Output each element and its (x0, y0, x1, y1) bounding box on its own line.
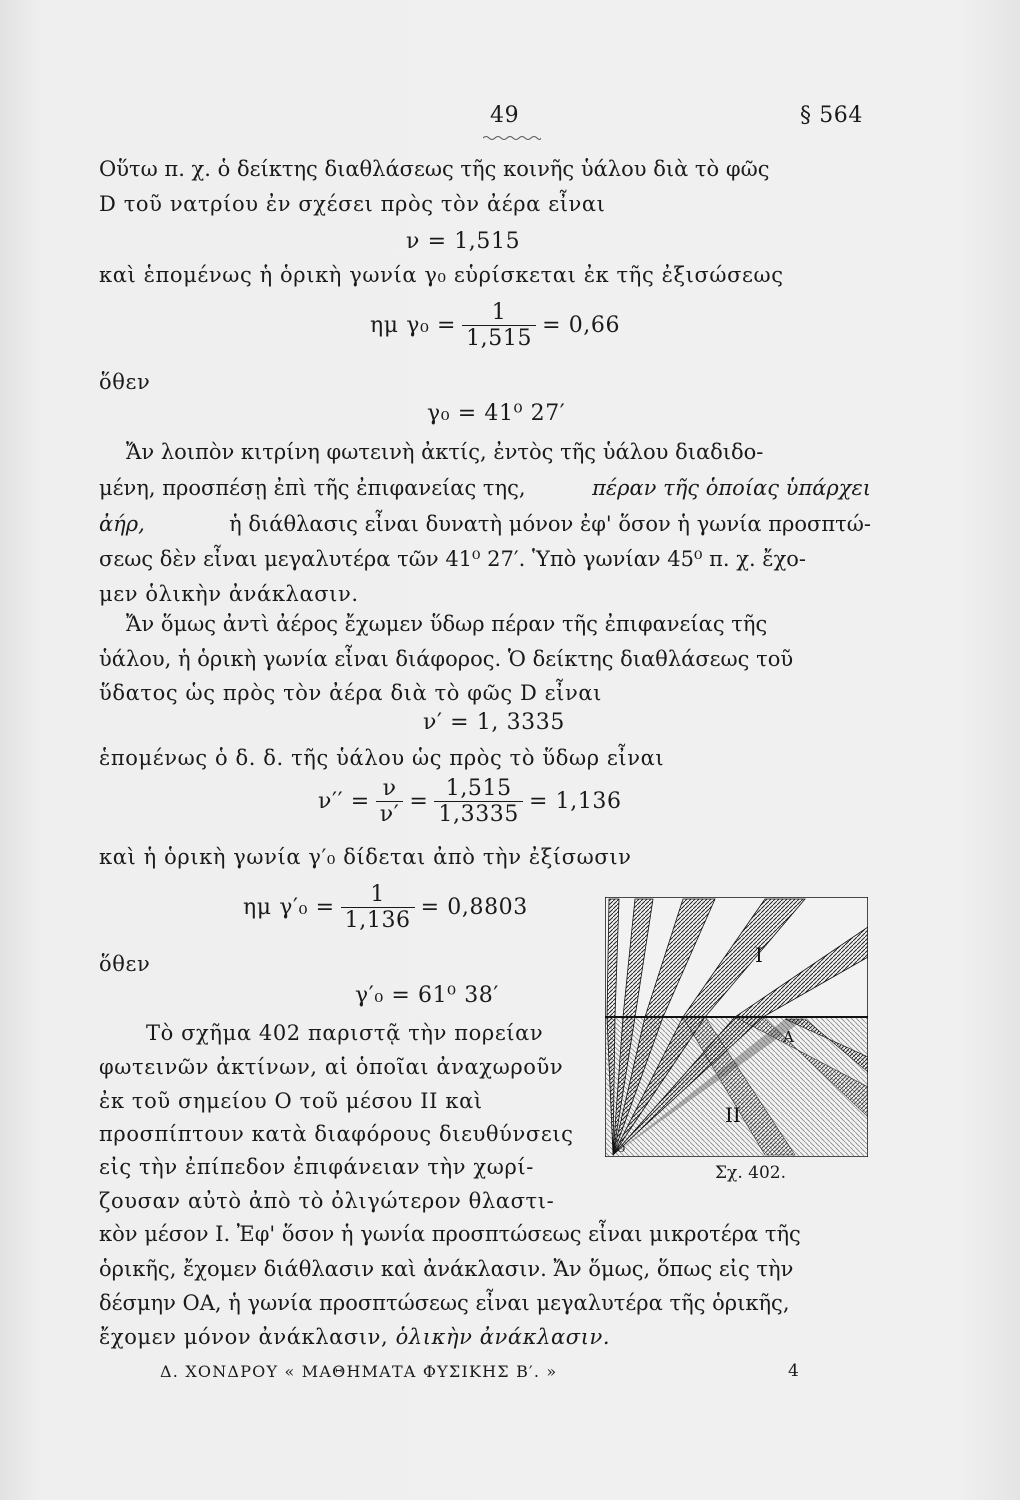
text-line: καὶ ἡ ὁρικὴ γωνία γ′₀ δίδεται ἀπὸ τὴν ἐξίσωσιν (99, 845, 632, 869)
section-number: § 564 (800, 103, 863, 128)
footer-signature-number: 4 (788, 1361, 799, 1381)
text-line: δέσμην ΟΑ, ἡ γωνία προσπτώσεως εἶναι μεγαλυτέρα τῆς ὁρικῆς, (99, 1291, 790, 1315)
header-ornament (483, 135, 541, 141)
text-line: ὅθεν (99, 370, 151, 394)
equation-index: ν = 1,515 (406, 229, 521, 254)
text-line: εἰς τὴν ἐπίπεδον ἐπιφάνειαν τὴν χωρί- (99, 1155, 534, 1179)
equation-relative-index: ν′′ = $\frac{\nu}{\nu'}$ = $\frac{1,515}{1,3335}$ = 1,136 (318, 776, 622, 827)
text-line: καὶ ἑπομένως ἡ ὁρικὴ γωνία γ₀ εὑρίσκεται ἐκ τῆς ἐξισώσεως (99, 263, 784, 287)
equation-angle: γ₀ = 41⁰ 27′ (427, 401, 566, 426)
text-line: ἑπομένως ὁ δ. δ. τῆς ὑάλου ὡς πρὸς τὸ ὕδωρ εἶναι (99, 746, 665, 770)
text-line: Οὕτω π. χ. ὁ δείκτης διαθλάσεως τῆς κοινῆς ὑάλου διὰ τὸ φῶς (99, 157, 770, 181)
text-line: Τὸ σχῆμα 402 παριστᾷ τὴν πορείαν (146, 1021, 544, 1045)
text-line: κὸν μέσον Ι. Ἐφ' ὅσον ἡ γωνία προσπτώσεως εἶναι μικροτέρα τῆς (99, 1222, 801, 1246)
equation-sin-gamma: ημ γ₀ = $\frac{1}{1,515}$ = 0,66 (370, 300, 621, 351)
text-line: ὁρικῆς, ἔχομεν διάθλασιν καὶ ἀνάκλασιν. Ἄν ὅμως, ὅπως εἰς τὴν (99, 1257, 794, 1281)
equation-water-index: ν′ = 1, 3335 (423, 710, 565, 735)
text-line: σεως δὲν εἶναι μεγαλυτέρα τῶν 41⁰ 27′. Ὑπὸ γωνίαν 45⁰ π. χ. ἔχο- (99, 547, 807, 571)
text-line: μένη, προσπέσῃ ἐπὶ τῆς ἐπιφανείας της, πέραν τῆς ὁποίας ὑπάρχει (99, 476, 871, 500)
figure-402-refraction (605, 897, 868, 1157)
text-line: ἀήρ, ἡ διάθλασις εἶναι δυνατὴ μόνον ἐφ' ὅσον ἡ γωνία προσπτώ- (99, 512, 871, 536)
text-line: μεν ὁλικὴν ἀνάκλασιν. (99, 582, 359, 606)
equation-angle-prime: γ′₀ = 61⁰ 38′ (355, 983, 499, 1008)
text-line: ἐκ τοῦ σημείου Ο τοῦ μέσου ΙΙ καὶ (99, 1089, 483, 1113)
text-line: ὕδατος ὡς πρὸς τὸν ἀέρα διὰ τὸ φῶς D εἶναι (99, 681, 602, 705)
text-line: Ἄν λοιπὸν κιτρίνη φωτεινὴ ἀκτίς, ἐντὸς τῆς ὑάλου διαδιδο- (126, 440, 764, 464)
figure-label-point-A: A (783, 1028, 794, 1046)
text-line: Ἄν ὅμως ἀντὶ ἀέρος ἔχωμεν ὕδωρ πέραν τῆς ἐπιφανείας τῆς (126, 612, 768, 636)
figure-label-medium-II: II (725, 1103, 741, 1127)
text-line: D τοῦ νατρίου ἐν σχέσει πρὸς τὸν ἀέρα εἶναι (99, 192, 606, 216)
text-line: προσπίπτουν κατὰ διαφόρους διευθύνσεις (99, 1122, 574, 1146)
text-line: ὅθεν (99, 952, 151, 976)
equation-sin-gamma-prime: ημ γ′₀ = $\frac{1}{1,136}$ = 0,8803 (243, 882, 528, 933)
figure-label-medium-I: I (755, 943, 763, 967)
text-line: ζουσαν αὐτὸ ἀπὸ τὸ ὀλιγώτερον θλαστι- (99, 1189, 555, 1213)
text-line: φωτεινῶν ἀκτίνων, αἱ ὁποῖαι ἀναχωροῦν (99, 1055, 564, 1079)
footer-book-title: Δ. ΧΟΝΔΡΟΥ « ΜΑΘΗΜΑΤΑ ΦΥΣΙΚΗΣ Β′. » (160, 1362, 558, 1381)
text-line: ἔχομεν μόνον ἀνάκλασιν, ὁλικὴν ἀνάκλασιν. (99, 1325, 611, 1349)
page-number: 49 (490, 103, 520, 128)
figure-label-point-O: O (617, 1144, 626, 1155)
figure-caption: Σχ. 402. (715, 1163, 786, 1183)
text-line: ὑάλου, ἡ ὁρικὴ γωνία εἶναι διάφορος. Ὁ δείκτης διαθλάσεως τοῦ (99, 647, 794, 671)
